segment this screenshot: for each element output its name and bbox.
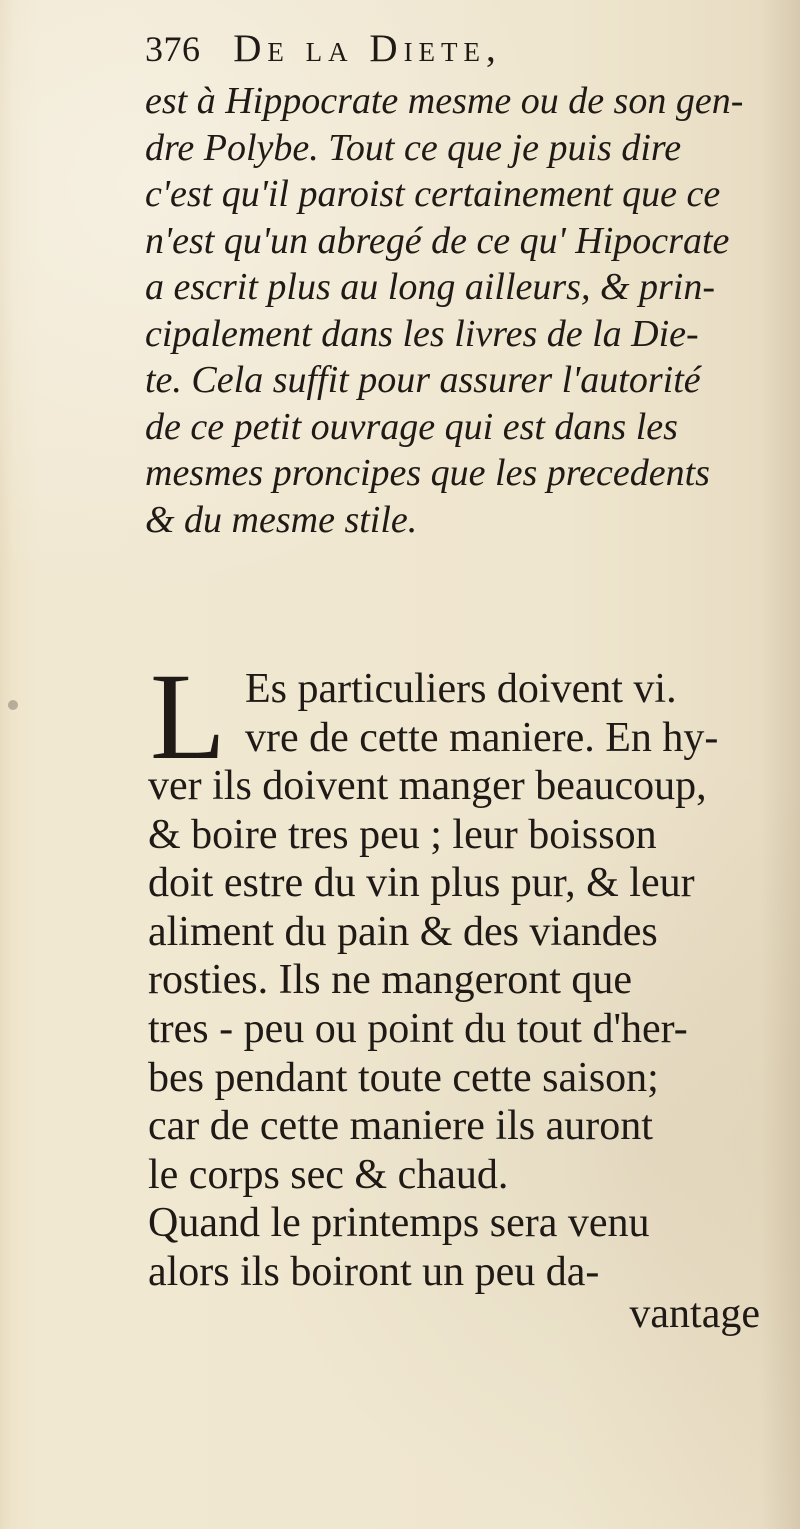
italic-paragraph [145, 78, 765, 543]
italic-line: mesmes proncipes que les precedents [145, 452, 710, 494]
italic-line: de ce petit ouvrage qui est dans les [145, 405, 678, 448]
italic-line: n'est qu'un abregé de ce qu' Hipocrate [145, 219, 730, 262]
catchword: vantage [629, 1291, 760, 1337]
italic-line: est à Hippocrate mesme ou de son gen- [145, 80, 744, 122]
body-line: Quand le printemps sera venu [148, 1200, 650, 1247]
italic-line: c'est qu'il paroist certainement que ce [145, 173, 721, 215]
opening-lines [245, 665, 765, 762]
italic-line: a escrit plus au long ailleurs, & prin- [145, 266, 715, 308]
body-line: tres - peu ou point du tout d'her- [148, 1005, 688, 1052]
body-line: ver ils doivent manger beaucoup, [148, 763, 707, 809]
body-line: car de cette maniere ils auront [148, 1103, 653, 1150]
page-number: 376 [145, 29, 201, 69]
italic-line: dre Polybe. Tout ce que je puis dire [145, 126, 682, 169]
body-line: & boire tres peu ; leur boisson [148, 811, 657, 858]
body-line: Es particuliers doivent vi. [245, 666, 677, 712]
body-line: doit estre du vin plus pur, & leur [148, 860, 695, 907]
body-line: aliment du pain & des viandes [148, 908, 658, 955]
italic-line: & du mesme stile. [145, 498, 418, 541]
drop-cap: L [150, 648, 226, 785]
body-line: alors ils boiront un peu da- [148, 1248, 600, 1295]
body-paragraph [148, 762, 768, 1297]
margin-mark [8, 700, 18, 710]
italic-line: te. Cela suffit pour assurer l'autorité [145, 359, 701, 401]
body-line: rosties. Ils ne mangeront que [148, 957, 633, 1004]
page-title: De la Diete, [233, 27, 502, 70]
running-head [145, 26, 665, 80]
body-line: le corps sec & chaud. [148, 1151, 509, 1198]
body-line: bes pendant toute cette saison; [148, 1054, 659, 1101]
body-line: vre de cette maniere. En hy- [245, 714, 719, 761]
italic-line: cipalement dans les livres de la Die- [145, 312, 699, 355]
